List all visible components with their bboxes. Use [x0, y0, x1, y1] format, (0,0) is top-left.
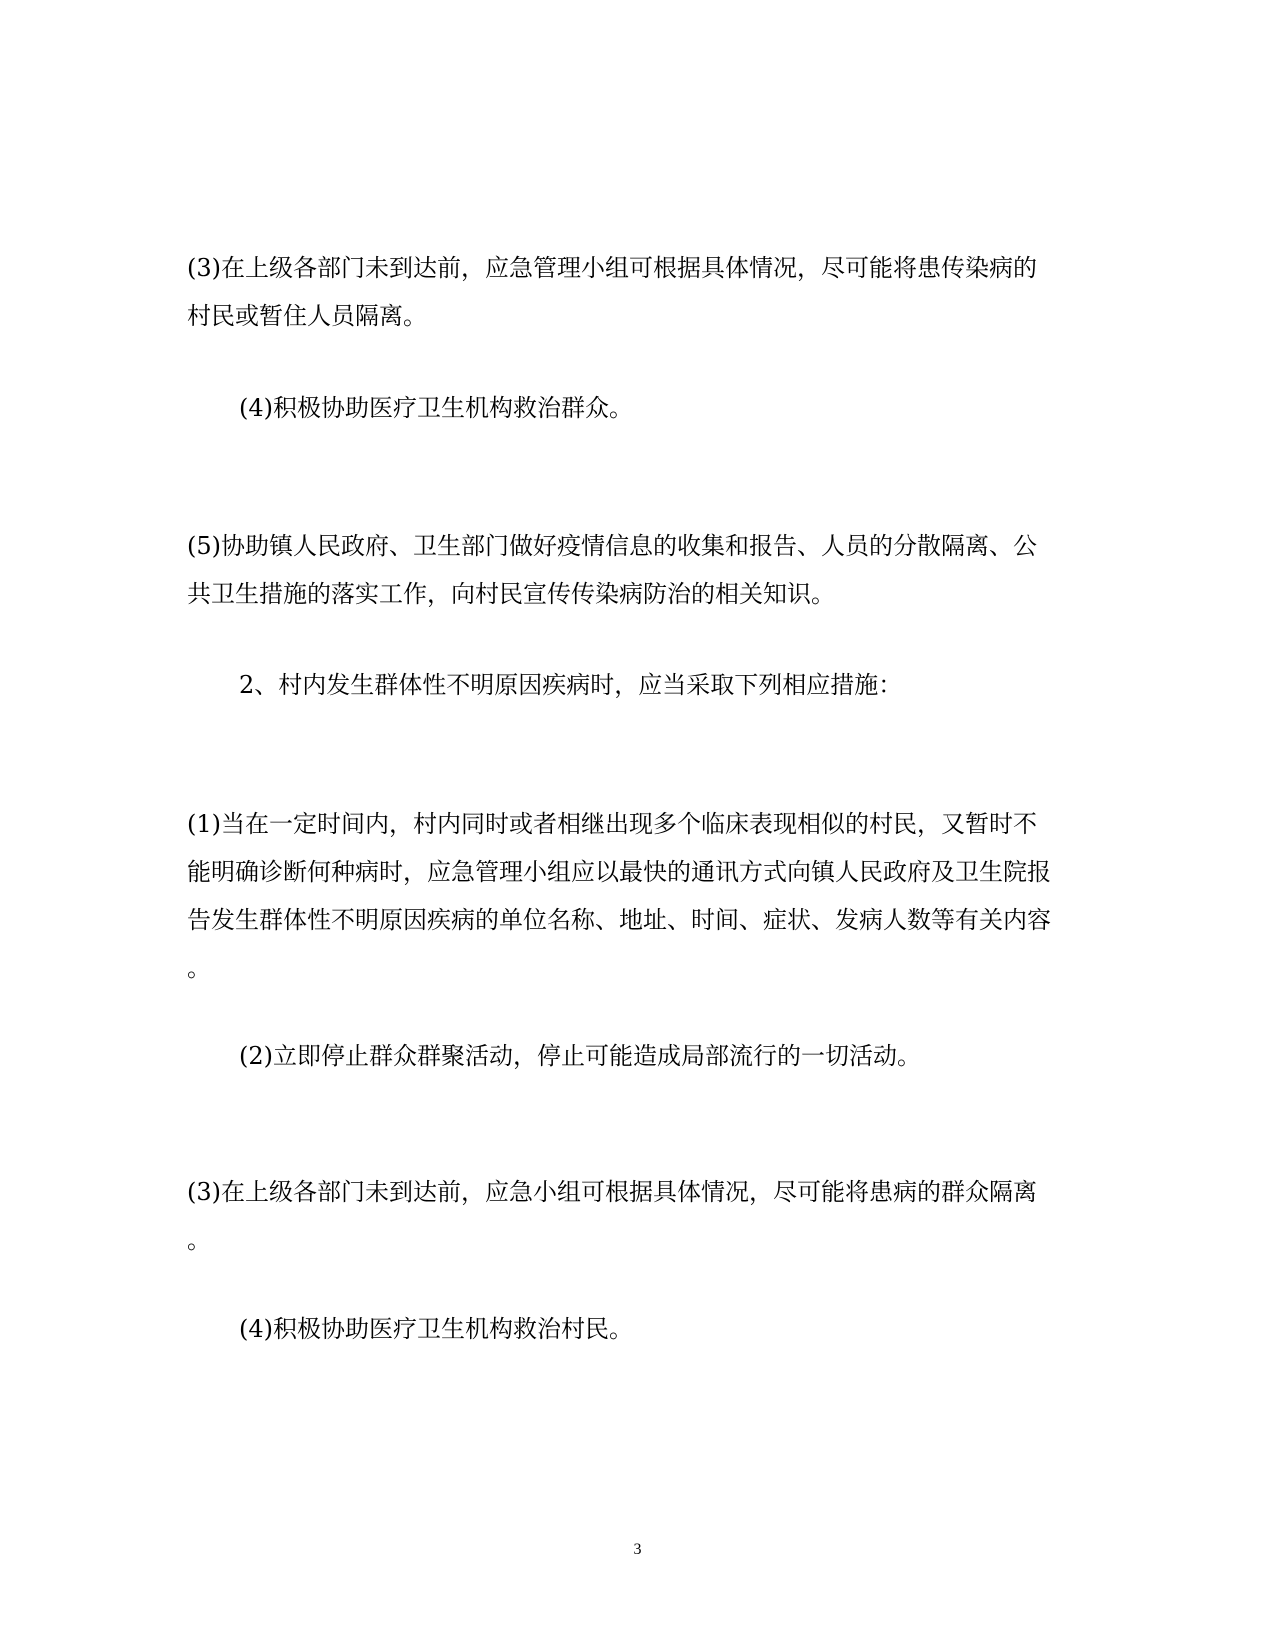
paragraph-line: 共卫生措施的落实工作，向村民宣传传染病防治的相关知识。: [187, 580, 835, 608]
paragraph-line: (1)当在一定时间内，村内同时或者相继出现多个临床表现相似的村民，又暂时不: [187, 810, 1037, 838]
paragraph-line: 。: [187, 954, 211, 982]
paragraph-4-assist-treat-masses: [187, 384, 1139, 432]
paragraph-line: 告发生群体性不明原因疾病的单位名称、地址、时间、症状、发病人数等有关内容: [187, 906, 1051, 934]
paragraph-line: 能明确诊断何种病时，应急管理小组应以最快的通讯方式向镇人民政府及卫生院报: [187, 858, 1051, 886]
paragraph-line: (5)协助镇人民政府、卫生部门做好疫情信息的收集和报告、人员的分散隔离、公: [187, 532, 1037, 560]
page-number: 3: [633, 1541, 642, 1558]
paragraph-line: (2)立即停止群众群聚活动，停止可能造成局部流行的一切活动。: [239, 1042, 921, 1070]
section-heading-line: 2、村内发生群体性不明原因疾病时，应当采取下列相应措施：: [239, 671, 903, 699]
paragraph-line: (4)积极协助医疗卫生机构救治群众。: [239, 394, 633, 422]
section-2-paragraph-3-isolate: [187, 1168, 1087, 1264]
paragraph-line: (3)在上级各部门未到达前，应急管理小组可根据具体情况，尽可能将患传染病的: [187, 254, 1037, 282]
paragraph-3-isolate-infectious: [187, 244, 1087, 340]
section-2-paragraph-2-stop-gatherings: [187, 1032, 1139, 1080]
section-2-paragraph-1-report: [187, 800, 1087, 992]
paragraph-5-assist-government: [187, 522, 1087, 618]
section-2-heading: [187, 661, 1139, 709]
paragraph-line: 。: [187, 1226, 211, 1254]
paragraph-line: (3)在上级各部门未到达前，应急小组可根据具体情况，尽可能将患病的群众隔离: [187, 1178, 1037, 1206]
paragraph-line: (4)积极协助医疗卫生机构救治村民。: [239, 1315, 633, 1343]
paragraph-line: 村民或暂住人员隔离。: [187, 302, 427, 330]
section-2-paragraph-4-assist-treat-villagers: [187, 1305, 1139, 1353]
